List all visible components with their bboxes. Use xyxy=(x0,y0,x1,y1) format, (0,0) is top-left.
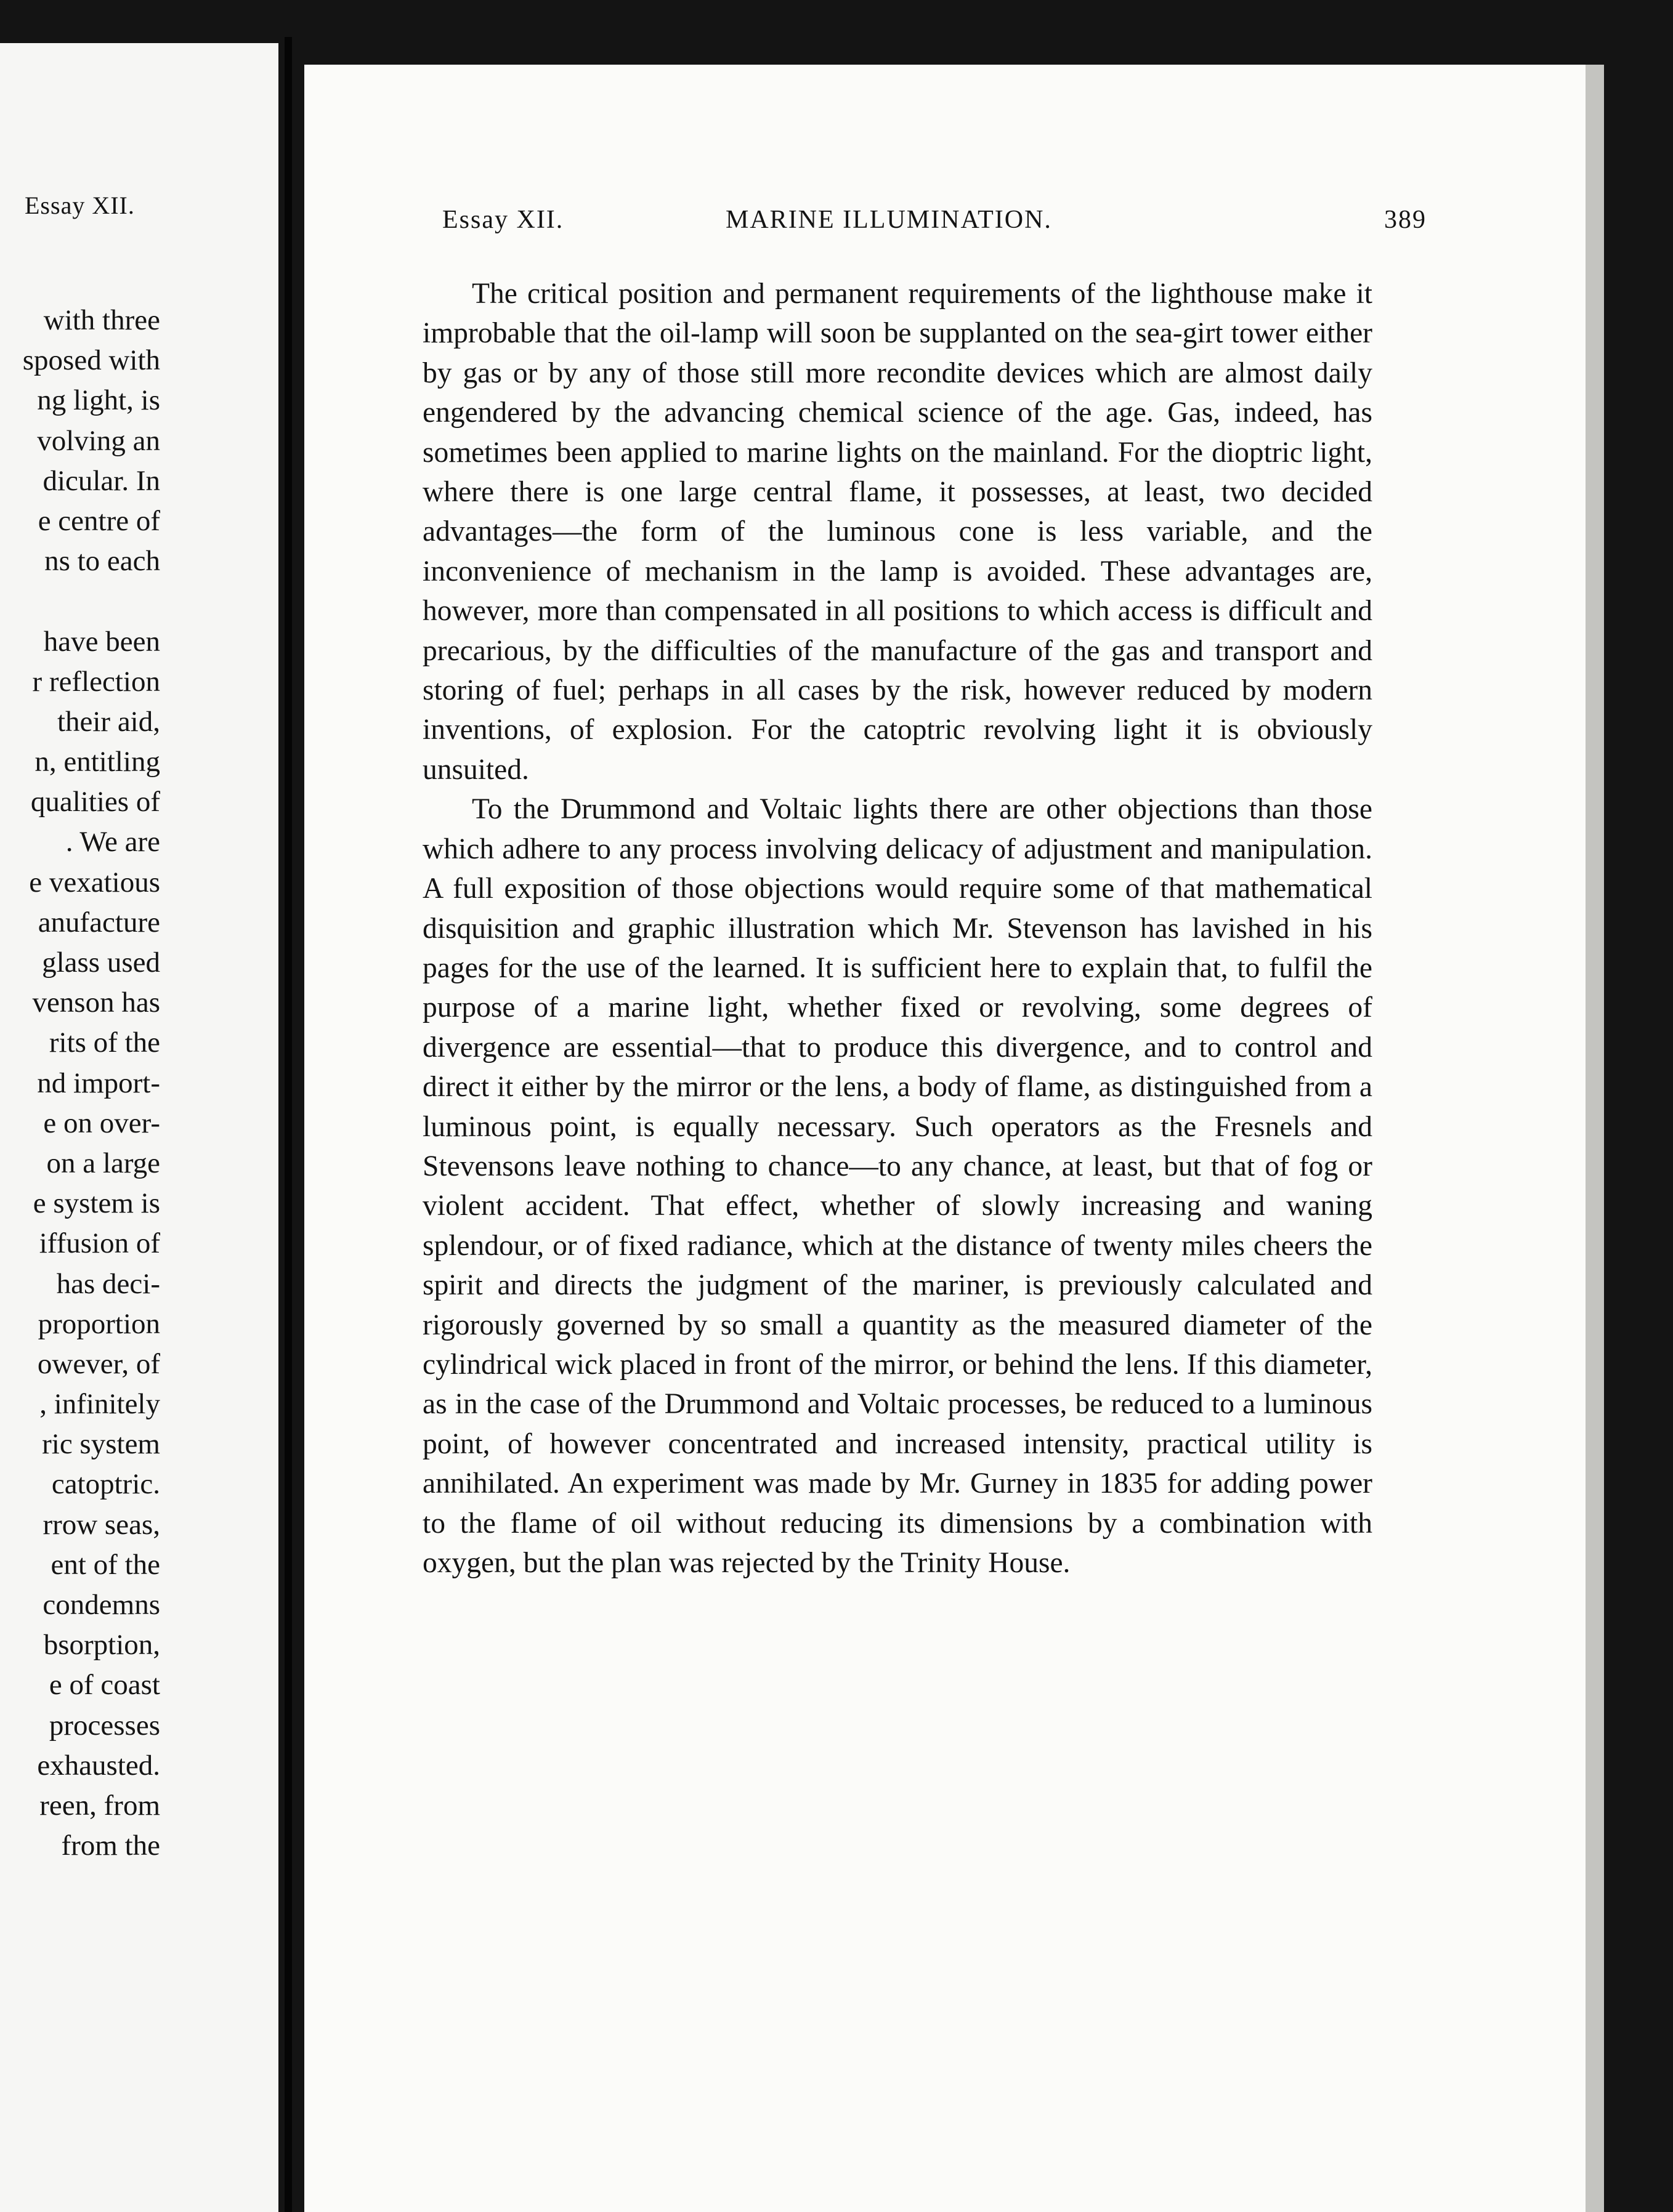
left-page-line: qualities of xyxy=(30,786,160,818)
left-page-line: catoptric. xyxy=(51,1468,160,1501)
left-page-line: e centre of xyxy=(38,504,160,537)
left-page-line: e system is xyxy=(33,1187,160,1220)
left-page-line: bsorption, xyxy=(43,1629,160,1661)
left-page-line: iffusion of xyxy=(39,1227,160,1260)
gutter-divider xyxy=(285,37,292,2212)
left-page-line: ent of the xyxy=(51,1548,160,1581)
body-text xyxy=(423,274,1372,1583)
left-page-line: n, entitling xyxy=(34,746,160,778)
running-head-essay: Essay XII. xyxy=(442,206,564,234)
running-head-title: MARINE ILLUMINATION. xyxy=(726,206,1052,234)
left-page-line: have been xyxy=(43,625,160,658)
left-page-text xyxy=(23,301,160,1866)
left-page-line: e vexatious xyxy=(29,866,160,898)
left-page-line: volving an xyxy=(37,424,160,457)
left-page-line xyxy=(23,581,160,621)
left-page-line: rrow seas, xyxy=(43,1508,160,1541)
left-page-line: anufacture xyxy=(38,906,160,938)
left-page-line: processes xyxy=(49,1709,160,1742)
right-page xyxy=(304,65,1604,2212)
left-page-line: sposed with xyxy=(22,344,160,377)
left-page-line: nd import- xyxy=(37,1067,160,1099)
left-page-line: on a large xyxy=(46,1147,160,1179)
left-page-line: proportion xyxy=(38,1307,160,1340)
left-page-line: exhausted. xyxy=(37,1749,160,1782)
left-page-line: r reflection xyxy=(32,665,160,698)
left-page-line: rits of the xyxy=(49,1027,160,1059)
left-page-line: ns to each xyxy=(44,545,160,578)
left-running-head: Essay XII. xyxy=(25,192,135,219)
left-page-line: venson has xyxy=(32,987,160,1019)
running-head xyxy=(442,205,1427,242)
left-page-line: owever, of xyxy=(37,1347,160,1380)
left-page-line: . We are xyxy=(65,826,160,858)
left-page-line: e of coast xyxy=(49,1669,160,1701)
paragraph-1: The critical position and permanent requirements of the lighthouse make it improbable that the oil-lamp will soon be supplanted on the sea-girt tower either by gas or by any of those still more recondite devices which are almost daily engendered by the advancing chemical science of the age. Gas, indeed, has sometimes been applied to marine lights on the mainland. For the dioptric light, where there is one large central flame, it possesses, at least, two decided advantages—the form of the luminous cone is less variable, and the inconvenience of mechanism in the lamp is avoided. These advantages are, however, more than compensated in all positions to which access is difficult and precarious, by the difficulties of the manufacture of the gas and transport and storing of fuel; perhaps in all cases by the risk, however reduced by modern inventions, of explosion. For the catoptric revolving light it is obviously unsuited. xyxy=(423,278,1372,786)
left-page-line: glass used xyxy=(42,947,160,979)
left-page-line: ng light, is xyxy=(37,384,160,417)
left-page-line: condemns xyxy=(43,1589,160,1621)
left-page-line: , infinitely xyxy=(39,1388,160,1421)
left-page-line: with three xyxy=(43,304,160,336)
paragraph-2: To the Drummond and Voltaic lights there are other objections than those which adhere to any process involving delicacy of adjustment and manipulation. A full exposition of those objections would require some of that mathematical disquisition and graphic illustration which Mr. Stevenson has lavished in his pages for the use of the learned. It is sufficient here to explain that, to fulfil the purpose of a marine light, whether fixed or revolving, some degrees of divergence are essential—that to produce this divergence, and to control and direct it either by the mirror or the lens, a body of flame, as distinguished from a luminous point, is equally necessary. Such operators as the Fresnels and Stevensons leave nothing to chance—to any chance, at least, but that of fog or violent accident. That effect, whether of slowly increasing and waning splendour, or of fixed radiance, which at the distance of twenty miles cheers the spirit and directs the judgment of the mariner, is previously calculated and rigorously governed by so small a quantity as the measured diameter of the cylindrical wick placed in front of the mirror, or behind the lens. If this diameter, as in the case of the Drummond and Voltaic processes, be reduced to a luminous point, of however concentrated and increased intensity, practical utility is annihilated. An experiment was made by Mr. Gurney in 1835 for adding power to the flame of oil without reducing its dimensions by a combination with oxygen, but the plan was rejected by the Trinity House. xyxy=(423,793,1372,1579)
page-edge-shadow xyxy=(1586,65,1604,2212)
left-page-line: reen, from xyxy=(39,1789,160,1822)
page-number: 389 xyxy=(1384,206,1427,234)
left-page-line: has deci- xyxy=(56,1267,160,1300)
left-page xyxy=(0,43,278,2212)
left-page-line: from the xyxy=(61,1830,160,1862)
left-page-line: dicular. In xyxy=(43,464,160,497)
left-page-line: e on over- xyxy=(43,1107,160,1139)
left-page-line: their aid, xyxy=(57,705,160,738)
left-page-line: ric system xyxy=(42,1428,160,1461)
